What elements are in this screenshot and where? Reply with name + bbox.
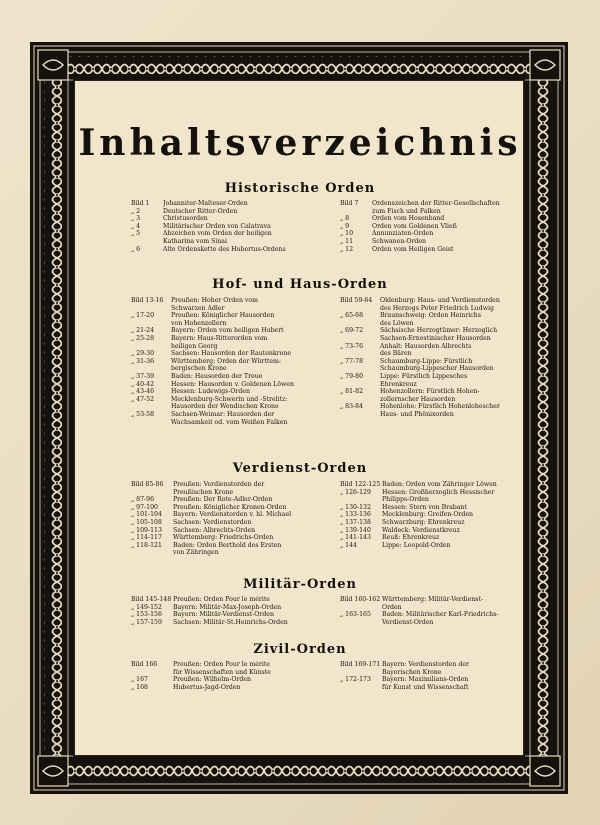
toc-entry-title: Hohenlohe: Fürstlich Hohenlohescher bbox=[380, 403, 500, 411]
toc-entry bbox=[340, 396, 520, 404]
toc-entry-number bbox=[340, 619, 382, 627]
toc-entry bbox=[131, 335, 336, 343]
toc-entry-number: „ 8 bbox=[340, 215, 350, 223]
toc-entry-number: „ 114-117 bbox=[131, 534, 162, 542]
toc-entry-title: Bayern: Maximilians-Orden bbox=[382, 676, 469, 684]
toc-entry-title: Verdienst-Orden bbox=[382, 618, 434, 626]
toc-entry-number: „ 10 bbox=[340, 230, 354, 238]
toc-entry-number: „ 29-30 bbox=[131, 350, 155, 358]
toc-entry bbox=[340, 542, 520, 550]
toc-entry-title: Ordenszeichen der Ritter-Gesellschaften bbox=[372, 200, 500, 207]
toc-entry-title: von Hohenzollern bbox=[171, 319, 227, 327]
toc-entry bbox=[131, 305, 336, 313]
toc-entry bbox=[340, 320, 520, 328]
toc-entry bbox=[131, 312, 336, 320]
toc-entry-title: Württemberg: Orden der Württem- bbox=[171, 357, 281, 365]
toc-entry-number bbox=[131, 419, 171, 427]
toc-entry bbox=[131, 504, 336, 512]
section-verdienst-left-list bbox=[131, 481, 336, 557]
toc-entry bbox=[340, 661, 520, 669]
toc-entry bbox=[131, 489, 336, 497]
toc-entry-number: „ 139-140 bbox=[340, 526, 371, 534]
toc-entry-title: Hausorden der Wendischen Krone bbox=[171, 403, 279, 411]
toc-entry-title: Wachsamkeit od. vom Weißen Falken bbox=[171, 418, 288, 426]
toc-entry-title: Bayern: Verdienstorden v. hl. Michael bbox=[173, 511, 292, 519]
toc-entry bbox=[131, 496, 336, 504]
toc-entry-title: Anhalt: Hausorden Albrechts bbox=[380, 342, 472, 350]
toc-entry bbox=[131, 381, 336, 389]
toc-entry bbox=[340, 619, 520, 627]
toc-entry bbox=[131, 200, 331, 208]
toc-entry-number: Bild 166 bbox=[131, 661, 158, 668]
toc-entry-number bbox=[131, 549, 173, 557]
toc-entry-title: Bayern: Verdienstorden der bbox=[382, 661, 469, 668]
toc-entry bbox=[340, 208, 520, 216]
toc-entry bbox=[340, 381, 520, 389]
toc-entry-title: Alte Ordenskette des Hubertus-Ordens bbox=[163, 245, 286, 253]
toc-entry bbox=[340, 215, 520, 223]
toc-entry bbox=[131, 320, 336, 328]
toc-entry bbox=[131, 343, 336, 351]
toc-entry-title: Hohenzollern: Fürstlich Hohen- bbox=[380, 388, 480, 396]
toc-entry-title: Johanniter-Malteser-Orden bbox=[163, 200, 248, 207]
toc-entry-title: Deutscher Ritter-Orden bbox=[163, 207, 238, 215]
toc-entry bbox=[131, 403, 336, 411]
toc-entry-title: Schaumburg-Lippescher Hausorden bbox=[380, 365, 494, 373]
toc-entry-number bbox=[340, 208, 372, 216]
toc-entry-title: Sachsen: Hausorden der Rautenkrone bbox=[171, 350, 291, 358]
section-militaer-left-list bbox=[131, 596, 336, 626]
toc-entry-number: „ 37-39 bbox=[131, 372, 155, 380]
toc-entry-number bbox=[131, 343, 171, 351]
toc-entry-title: Reuß: Ehrenkreuz bbox=[382, 534, 440, 542]
toc-entry-title: Hessen: Hausorden v. Goldenen Löwen bbox=[171, 380, 294, 388]
toc-entry-number: Bild 145-148 bbox=[131, 596, 172, 603]
toc-entry-number: Bild 160-162 bbox=[340, 596, 381, 603]
toc-entry-number: „ 130-132 bbox=[340, 503, 371, 511]
toc-entry-title: zollernscher Hausorden bbox=[380, 395, 456, 403]
toc-entry-number: „ 3 bbox=[131, 215, 141, 223]
section-title-historische: Historische Orden bbox=[224, 181, 376, 196]
toc-entry bbox=[340, 358, 520, 366]
toc-entry bbox=[131, 208, 331, 216]
toc-entry bbox=[340, 246, 520, 254]
toc-entry bbox=[340, 596, 520, 604]
toc-entry-title: Sächsische Herzogtümer: Herzoglich bbox=[380, 327, 498, 335]
toc-entry-title: Bayern: Haus-Ritterorden vom bbox=[171, 334, 268, 342]
toc-entry bbox=[340, 684, 520, 692]
toc-entry-number: „ 83-84 bbox=[340, 403, 364, 411]
toc-entry bbox=[340, 676, 520, 684]
toc-entry bbox=[340, 350, 520, 358]
toc-entry-number bbox=[340, 335, 380, 343]
toc-entry-number: „ 172-173 bbox=[340, 676, 371, 684]
toc-entry bbox=[340, 335, 520, 343]
toc-entry-title: für Kunst und Wissenschaft bbox=[382, 683, 469, 691]
toc-entry-title: Preußen: Orden Pour le mérite bbox=[173, 661, 270, 668]
toc-entry-title: Philipps-Orden bbox=[382, 496, 429, 504]
toc-entry bbox=[131, 223, 331, 231]
toc-entry-title: für Wissenschaften und Künste bbox=[173, 668, 271, 676]
toc-entry bbox=[131, 661, 336, 669]
toc-entry bbox=[131, 534, 336, 542]
toc-entry bbox=[131, 549, 336, 557]
section-title-militaer: Militär-Orden bbox=[243, 577, 357, 592]
toc-entry-title: Haus- und Phönixorden bbox=[380, 410, 454, 418]
toc-entry bbox=[131, 358, 336, 366]
section-historische-left-list bbox=[131, 200, 331, 253]
toc-entry-number: „ 137-138 bbox=[340, 518, 371, 526]
toc-entry-number bbox=[131, 489, 173, 497]
toc-entry-number: „ 87-96 bbox=[131, 496, 155, 504]
toc-entry-number bbox=[340, 320, 380, 328]
toc-entry-title: Preußen: Königlicher Hausorden bbox=[171, 312, 275, 320]
toc-entry bbox=[340, 373, 520, 381]
toc-entry-title: Orden bbox=[382, 603, 402, 611]
toc-entry-title: Orden vom Heiligen Geist bbox=[372, 245, 454, 253]
toc-entry-number: „ 17-20 bbox=[131, 312, 155, 320]
toc-entry-title: Sachsen: Albrechts-Orden bbox=[173, 526, 256, 534]
toc-entry bbox=[131, 396, 336, 404]
toc-entry-title: Militärischer Orden von Calatrava bbox=[163, 222, 271, 230]
toc-entry bbox=[340, 411, 520, 419]
toc-entry-number bbox=[131, 320, 171, 328]
toc-entry-title: Bayerischen Krone bbox=[382, 668, 442, 676]
section-historische-right-list bbox=[340, 200, 520, 253]
toc-entry-title: Preußen: Wilhelm-Orden bbox=[173, 676, 252, 684]
toc-entry-number bbox=[340, 350, 380, 358]
toc-entry-title: Hessen: Großherzoglich Hessischer bbox=[382, 488, 495, 496]
toc-entry-number: „ 53-58 bbox=[131, 410, 155, 418]
toc-entry-number bbox=[340, 604, 382, 612]
toc-entry-number: Bild 122-125 bbox=[340, 481, 381, 488]
toc-entry-number: „ 81-82 bbox=[340, 388, 364, 396]
section-hof-haus-left-list bbox=[131, 297, 336, 426]
toc-entry-title: Baden: Hausorden der Treue bbox=[171, 372, 263, 380]
toc-entry-title: Baden: Orden vom Zähringer Löwen bbox=[382, 481, 497, 488]
toc-entry bbox=[340, 527, 520, 535]
toc-entry-number: Bild 13-16 bbox=[131, 297, 164, 304]
toc-entry bbox=[340, 489, 520, 497]
toc-entry-title: Schwarzen Adler bbox=[171, 304, 225, 312]
toc-entry-title: Braunschweig: Orden Heinrichs bbox=[380, 312, 481, 320]
toc-entry-title: Mecklenburg-Schwerin und -Strelitz: bbox=[171, 395, 288, 403]
toc-entry bbox=[131, 519, 336, 527]
toc-entry-number: „ 69-72 bbox=[340, 327, 364, 335]
toc-entry-title: Preußen: Orden Pour le mérite bbox=[173, 596, 270, 603]
toc-entry bbox=[340, 519, 520, 527]
toc-entry-number: „ 149-152 bbox=[131, 603, 162, 611]
toc-entry-number: „ 167 bbox=[131, 676, 148, 684]
toc-entry bbox=[131, 238, 331, 246]
toc-entry-number: „ 12 bbox=[340, 245, 354, 253]
toc-entry-title: Württemberg: Friedrichs-Orden bbox=[173, 534, 274, 542]
toc-entry-title: Katharina vom Sinai bbox=[163, 237, 227, 245]
toc-entry-title: Orden vom Goldenen Vließ bbox=[372, 222, 457, 230]
toc-entry bbox=[131, 365, 336, 373]
section-militaer-right-list bbox=[340, 596, 520, 626]
toc-entry-number: „ 157-159 bbox=[131, 618, 162, 626]
toc-entry-number bbox=[131, 403, 171, 411]
toc-entry-title: Baden: Militärischer Karl-Friedrichs- bbox=[382, 611, 499, 619]
toc-entry-number: Bild 59-64 bbox=[340, 297, 373, 304]
toc-entry bbox=[340, 496, 520, 504]
toc-entry bbox=[340, 305, 520, 313]
toc-entry-number bbox=[340, 396, 380, 404]
toc-entry bbox=[340, 223, 520, 231]
toc-entry-number: „ 11 bbox=[340, 237, 354, 245]
toc-entry bbox=[340, 611, 520, 619]
toc-entry-number bbox=[340, 381, 380, 389]
section-zivil-right-list bbox=[340, 661, 520, 691]
toc-entry bbox=[340, 297, 520, 305]
toc-entry-title: Preußen: Königlicher Kronen-Orden bbox=[173, 503, 287, 511]
toc-entry-number bbox=[131, 238, 163, 246]
toc-entry-number: „ 5 bbox=[131, 230, 141, 238]
toc-entry bbox=[340, 504, 520, 512]
toc-entry bbox=[131, 411, 336, 419]
toc-entry bbox=[131, 388, 336, 396]
toc-entry bbox=[340, 238, 520, 246]
toc-entry-title: Mecklenburg: Greifen-Orden bbox=[382, 511, 473, 519]
toc-entry-title: Christusorden bbox=[163, 215, 208, 223]
toc-entry-title: Hubertus-Jagd-Orden bbox=[173, 683, 241, 691]
toc-entry bbox=[131, 619, 336, 627]
toc-entry bbox=[340, 481, 520, 489]
toc-entry bbox=[131, 230, 331, 238]
toc-entry-title: Preußischen Krone bbox=[173, 488, 234, 496]
toc-entry-title: Hessen: Stern von Brabant bbox=[382, 503, 467, 511]
toc-entry-number: „ 97-100 bbox=[131, 503, 158, 511]
toc-entry-number: „ 144 bbox=[340, 541, 357, 549]
section-zivil-left-list bbox=[131, 661, 336, 691]
toc-entry bbox=[131, 481, 336, 489]
toc-entry bbox=[131, 419, 336, 427]
toc-entry-title: Sachsen: Verdienstorden bbox=[173, 518, 252, 526]
toc-entry-title: Annunziaten-Orden bbox=[372, 230, 434, 238]
toc-entry-number: „ 163-165 bbox=[340, 611, 371, 619]
toc-entry-number: Bild 7 bbox=[340, 200, 359, 207]
toc-entry bbox=[131, 511, 336, 519]
toc-entry-title: heiligen Georg bbox=[171, 342, 218, 350]
toc-entry-title: Bayern: Orden vom heiligen Hubert bbox=[171, 327, 284, 335]
toc-entry-number: „ 153-156 bbox=[131, 611, 162, 619]
toc-entry bbox=[131, 676, 336, 684]
toc-entry-title: Bayern: Militär-Max-Joseph-Orden bbox=[173, 603, 282, 611]
toc-entry-title: Lippe: Leopold-Orden bbox=[382, 541, 451, 549]
section-verdienst-right-list bbox=[340, 481, 520, 549]
toc-entry-number: „ 126-129 bbox=[340, 488, 371, 496]
toc-entry-number bbox=[340, 669, 382, 677]
toc-entry bbox=[340, 200, 520, 208]
toc-entry-title: zum Fisch und Falken bbox=[372, 207, 441, 215]
toc-entry-number: „ 25-28 bbox=[131, 334, 155, 342]
toc-entry-number bbox=[340, 305, 380, 313]
toc-entry-number: „ 118-121 bbox=[131, 541, 162, 549]
toc-entry-title: Oldenburg: Haus- und Verdienstorden bbox=[380, 297, 500, 304]
toc-entry-title: Sachsen: Militär-St.Heinrichs-Orden bbox=[173, 618, 288, 626]
toc-entry-number: „ 105-108 bbox=[131, 518, 162, 526]
toc-entry-number: „ 31-36 bbox=[131, 357, 155, 365]
toc-entry bbox=[131, 542, 336, 550]
toc-entry-number: „ 9 bbox=[340, 222, 350, 230]
toc-entry bbox=[340, 534, 520, 542]
toc-entry-number: „ 65-68 bbox=[340, 312, 364, 320]
toc-entry bbox=[131, 215, 331, 223]
toc-entry-number: „ 168 bbox=[131, 683, 148, 691]
toc-entry-number: Bild 1 bbox=[131, 200, 150, 207]
toc-entry-title: Schwanen-Orden bbox=[372, 237, 427, 245]
toc-entry-title: Sachsen-Weimar: Hausorden der bbox=[171, 410, 275, 418]
toc-entry bbox=[340, 388, 520, 396]
toc-entry bbox=[131, 611, 336, 619]
toc-entry-title: Schaumburg-Lippe: Fürstlich bbox=[380, 357, 473, 365]
toc-entry bbox=[340, 327, 520, 335]
toc-entry-number: „ 79-80 bbox=[340, 372, 364, 380]
toc-entry-number bbox=[340, 496, 382, 504]
toc-entry bbox=[131, 327, 336, 335]
toc-entry-title: Preußen: Der Rote-Adler-Orden bbox=[173, 496, 273, 504]
toc-entry bbox=[131, 350, 336, 358]
toc-entry-number: „ 101-104 bbox=[131, 511, 162, 519]
toc-entry-title: Schwarzburg: Ehrenkreuz bbox=[382, 518, 465, 526]
toc-entry bbox=[340, 343, 520, 351]
toc-entry-number: „ 4 bbox=[131, 222, 141, 230]
toc-entry bbox=[340, 669, 520, 677]
toc-entry-number: „ 109-113 bbox=[131, 526, 162, 534]
section-title-verdienst: Verdienst-Orden bbox=[232, 461, 368, 476]
toc-entry-title: Bayern: Militär-Verdienst-Orden bbox=[173, 611, 274, 619]
toc-entry-number: „ 133-136 bbox=[340, 511, 371, 519]
toc-entry-title: Preußen: Verdienstorden der bbox=[173, 481, 265, 488]
toc-entry-number: „ 47-52 bbox=[131, 395, 155, 403]
toc-entry bbox=[131, 669, 336, 677]
toc-entry-number: „ 21-24 bbox=[131, 327, 155, 335]
toc-entry-number bbox=[340, 684, 382, 692]
toc-entry-title: des Bären bbox=[380, 350, 412, 358]
section-title-zivil: Zivil-Orden bbox=[253, 642, 347, 657]
toc-entry-title: Ehrenkreuz bbox=[380, 380, 417, 388]
toc-entry-number: „ 141-143 bbox=[340, 534, 371, 542]
toc-entry-number: „ 73-76 bbox=[340, 342, 364, 350]
toc-entry bbox=[340, 511, 520, 519]
toc-entry bbox=[131, 596, 336, 604]
section-title-hof-haus: Hof- und Haus-Orden bbox=[212, 277, 388, 292]
toc-entry bbox=[340, 403, 520, 411]
toc-entry-number: „ 2 bbox=[131, 207, 141, 215]
toc-entry bbox=[131, 604, 336, 612]
toc-entry bbox=[131, 527, 336, 535]
toc-entry-number bbox=[131, 365, 171, 373]
toc-entry-title: Waldeck: Verdienstkreuz bbox=[382, 526, 460, 534]
toc-entry bbox=[131, 373, 336, 381]
page-title: Inhaltsverzeichnis bbox=[78, 122, 522, 164]
toc-entry-number: „ 6 bbox=[131, 245, 141, 253]
toc-entry-number: Bild 85-86 bbox=[131, 481, 164, 488]
toc-entry-title: des Herzogs Peter Friedrich Ludwig bbox=[380, 304, 494, 312]
toc-entry-title: von Zähringen bbox=[173, 549, 219, 557]
toc-entry-title: des Löwen bbox=[380, 319, 414, 327]
toc-entry-title: Abzeichen vom Orden der heiligen bbox=[163, 230, 272, 238]
toc-entry-number bbox=[131, 669, 173, 677]
toc-entry-title: Baden: Orden Berthold des Ersten bbox=[173, 541, 282, 549]
toc-entry bbox=[131, 684, 336, 692]
section-hof-haus-right-list bbox=[340, 297, 520, 419]
toc-entry-number bbox=[340, 365, 380, 373]
toc-entry-title: Lippe: Fürstlich Lippesches bbox=[380, 372, 468, 380]
toc-entry bbox=[131, 297, 336, 305]
toc-entry-number bbox=[340, 411, 380, 419]
toc-entry-title: bergischen Krone bbox=[171, 365, 227, 373]
toc-entry bbox=[340, 604, 520, 612]
toc-entry-number bbox=[131, 305, 171, 313]
toc-entry-number: „ 77-78 bbox=[340, 357, 364, 365]
toc-entry bbox=[340, 230, 520, 238]
toc-entry-title: Preußen: Hoher Orden vom bbox=[171, 297, 258, 304]
toc-entry-title: Orden vom Hosenband bbox=[372, 215, 445, 223]
toc-entry bbox=[340, 365, 520, 373]
toc-entry-number: Bild 169-171 bbox=[340, 661, 381, 668]
toc-entry-title: Württemberg: Militär-Verdienst- bbox=[382, 596, 484, 603]
toc-entry-number: „ 40-42 bbox=[131, 380, 155, 388]
toc-entry-number: „ 43-46 bbox=[131, 388, 155, 396]
toc-entry-title: Hessen: Ludewigs-Orden bbox=[171, 388, 250, 396]
toc-entry bbox=[131, 246, 331, 254]
toc-entry-title: Sachsen-Ernestinischer Hausorden bbox=[380, 334, 491, 342]
toc-entry bbox=[340, 312, 520, 320]
